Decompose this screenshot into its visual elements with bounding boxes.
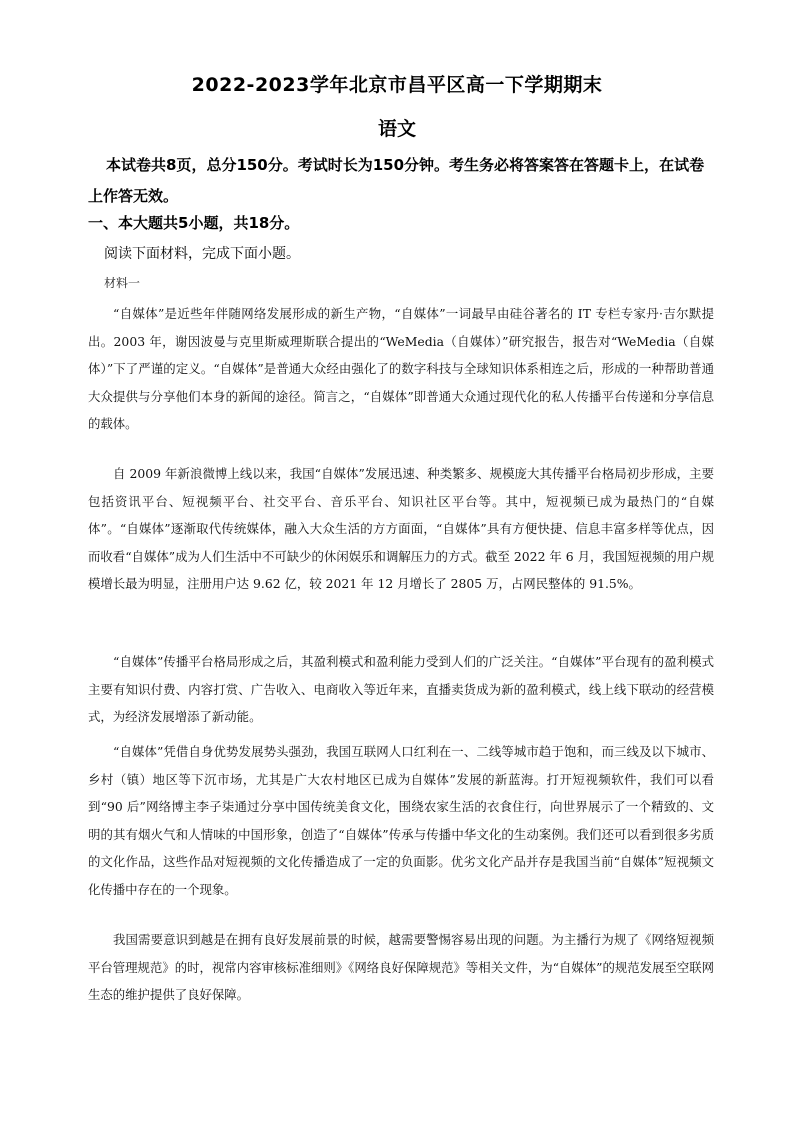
paragraph: 自 2009 年新浪微博上线以来，我国“自媒体”发展迅速、种类繁多、规模庞大其传播平台格局初步形成，主要包括资讯平台、短视频平台、社交平台、音乐平台、知识社区平台等。其中，短视频已成为最热门的“自媒体”。“自媒体”逐渐取代传统媒体，融入大众生活的方方面面，“自媒体”具有方便快捷、信息丰富多样等优点，因而收看“自媒体”成为人们生活中不可缺少的休闲娱乐和调解压力的方式。截至 2022 年 6 月，我国短视频的用户规模增长最为明显，注册用户达 9.62 亿，较 2021 年 12 月增长了 2805 万，占网民整体的 91.5%。 [88, 466, 714, 591]
exam-notice: 本试卷共8页，总分150分。考试时长为150分钟。考生务必将答案答在答题卡上，在试卷上作答无效。 [88, 156, 705, 205]
paragraph: “自媒体”是近些年伴随网络发展形成的新生产物，“自媒体”一词最早由硅谷著名的 IT 专栏专家丹·吉尔默提出。2003 年，谢因波曼与克里斯威理斯联合提出的“WeMedia（自媒体）”研究报告，报告对“WeMedia（自媒体）”下了严谨的定义。“自媒体”是普通大众经由强化了的数字科技与全球知识体系相连之后，形成的一种帮助普通大众提供与分享他们本身的新闻的途径。简言之，“自媒体”即普通大众通过现代化的私人传播平台传递和分享信息的载体。 [88, 306, 714, 431]
subject-title: 语文 [377, 118, 416, 140]
paragraph: “自媒体”传播平台格局形成之后，其盈利模式和盈利能力受到人们的广泛关注。“自媒体”平台现有的盈利模式主要有知识付费、内容打赏、广告收入、电商收入等近年来，直播卖货成为新的盈利模式，线上线下联动的经营模式，为经济发展增添了新动能。 [88, 654, 714, 724]
paragraph: “自媒体”凭借自身优势发展势头强劲，我国互联网人口红利在一、二线等城市趋于饱和，而三线及以下城市、乡村（镇）地区等下沉市场，尤其是广大农村地区已成为自媒体”发展的新蓝海。打开短视频软件，我们可以看到“90 后”网络博主李子柒通过分享中国传统美食文化，围绕农家生活的衣食住行，向世界展示了一个精致的、文明的其有烟火气和人情味的中国形象，创造了“自媒体”传承与传播中华文化的生动案例。我们还可以看到很多劣质的文化作品，这些作品对短视频的文化传播造成了一定的负面影。优劣文化产品并存是我国当前“自媒体”短视频文化传播中存在的一个现象。 [88, 744, 714, 897]
paragraph: 我国需要意识到越是在拥有良好发展前景的时候，越需要警惕容易出现的问题。为主播行为规了《网络短视频平台管理规范》的时，视常内容审核标准细则》《网络良好保障规范》等相关文件，为“自媒体”的规范发展至空联网生态的维护提供了良好保障。 [88, 932, 714, 1002]
exam-title: 2022-2023学年北京市昌平区高一下学期期末 [191, 74, 603, 96]
section-heading: 一、本大题共5小题，共18分。 [88, 214, 300, 232]
reading-instruction: 阅读下面材料，完成下面小题。 [104, 246, 300, 262]
material-label: 材料一 [104, 276, 141, 290]
